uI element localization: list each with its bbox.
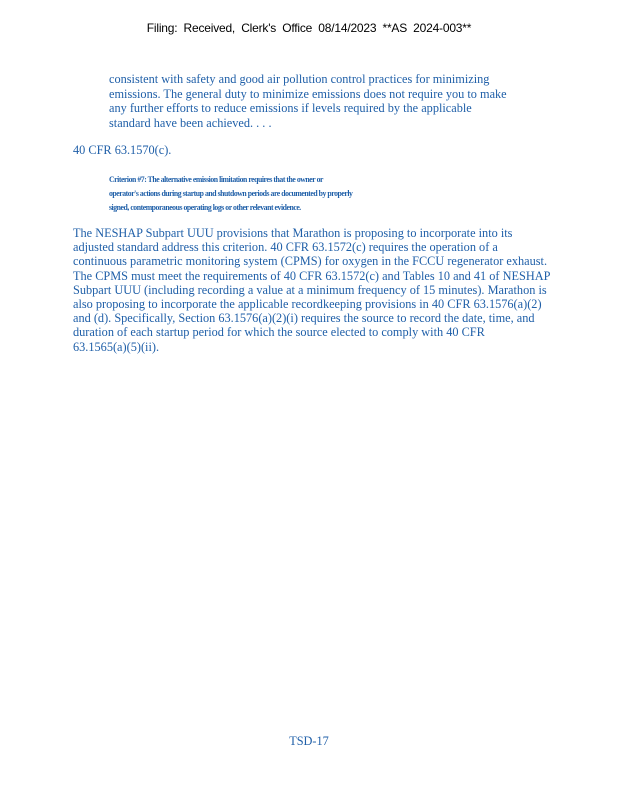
paragraph-line: 63.1565(a)(5)(ii). bbox=[73, 339, 160, 354]
paragraph-line: The NESHAP Subpart UUU provisions that Marathon is proposing to incorporate into its bbox=[73, 226, 513, 240]
page-number: TSD-17 bbox=[289, 734, 329, 748]
paragraph-line: duration of each startup period for which the source elected to comply with 40 CFR bbox=[73, 325, 485, 340]
paragraph-line: Subpart UUU (including recording a value at a minimum frequency of 15 minutes). Marathon is bbox=[73, 282, 547, 297]
block-quote bbox=[109, 72, 554, 130]
paragraph-line: also proposing to incorporate the applicable recordkeeping provisions in 40 CFR 63.1576(a)(2) bbox=[73, 297, 542, 312]
filing-stamp-header: Filing: Received, Clerk's Office 08/14/2023 **AS 2024-003** bbox=[146, 21, 472, 35]
paragraph-line: continuous parametric monitoring system (CPMS) for oxygen in the FCCU regenerator exhaust. bbox=[73, 254, 548, 269]
criterion-line: operator's actions during startup and shutdown periods are documented by properly bbox=[109, 188, 353, 198]
body-paragraph bbox=[73, 226, 597, 354]
paragraph-line: and (d). Specifically, Section 63.1576(a)(2)(i) requires the source to record the date, time, and bbox=[73, 311, 535, 326]
criterion-heading bbox=[109, 172, 379, 214]
paragraph-line: The CPMS must meet the requirements of 40 CFR 63.1572(c) and Tables 10 and 41 of NESHAP bbox=[73, 268, 551, 283]
paragraph-line: adjusted standard address this criterion. 40 CFR 63.1572(c) requires the operation of a bbox=[73, 240, 498, 255]
criterion-line: signed, contemporaneous operating logs or other relevant evidence. bbox=[109, 202, 301, 212]
quote-line: any further efforts to reduce emissions if levels required by the applicable bbox=[109, 101, 472, 115]
quote-line: emissions. The general duty to minimize emissions does not require you to make bbox=[109, 86, 507, 101]
quote-line: standard have been achieved. . . . bbox=[109, 115, 272, 130]
quote-line: consistent with safety and good air pollution control practices for minimizing bbox=[109, 72, 490, 86]
citation: 40 CFR 63.1570(c). bbox=[73, 143, 172, 157]
criterion-line: Criterion #7: The alternative emission limitation requires that the owner or bbox=[109, 174, 323, 184]
